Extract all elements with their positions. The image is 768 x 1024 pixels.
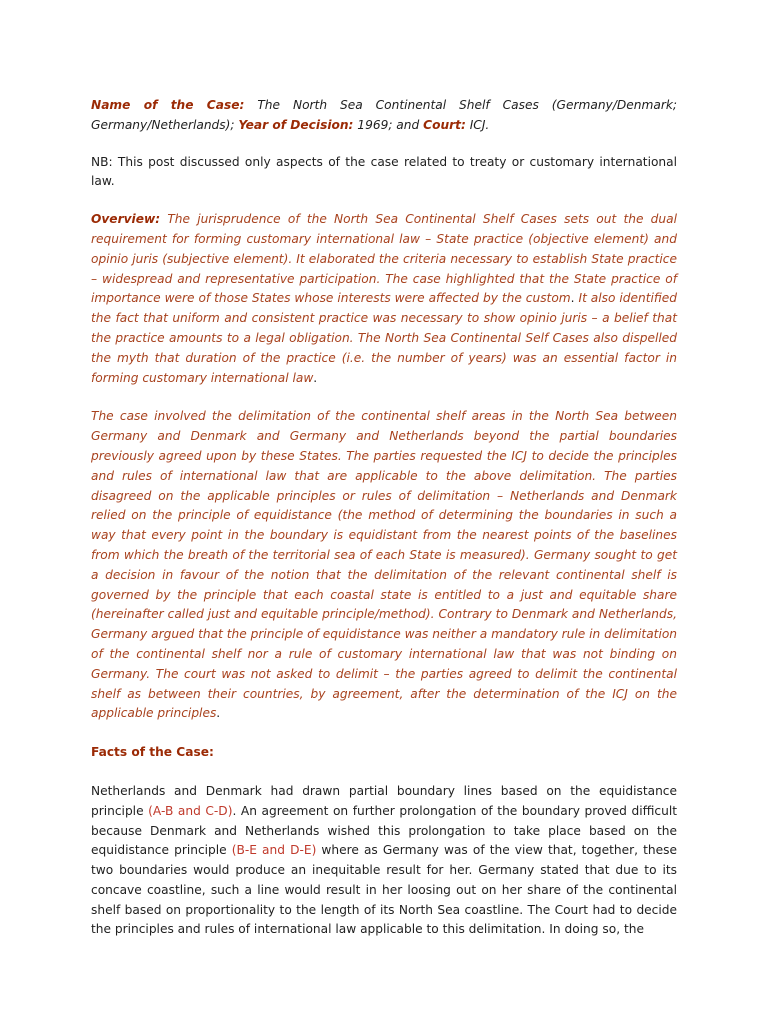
overview-text-1: The jurisprudence of the North Sea Continental Shelf Cases sets out the dual requirement for forming customary international law – State practice (objective element) and opinio juris (subjective element). It elaborated the criteria necessary to establish State practice – widespread and representative participation. The case highlighted that the State practice of importance were of those States whose interests were affected by the custom [91,212,677,306]
document-page [91,96,677,940]
year-label: Year of Decision: [238,117,354,132]
facts-heading: Facts of the Case: [91,745,214,760]
facts-reference-1: (A-B and C-D) [148,803,233,818]
court-label: Court: [423,117,466,132]
facts-text-3: where as Germany was of the view that, together, these two boundaries would produce an inequitable result for her. Germany stated that due to its concave coastline, such a line would result in her loosing out on her share of the continental shelf based on proportionality to the length of its North Sea coastline. The Court had to decide the principles and rules of international law applicable to this delimitation. In doing so, the [91,843,677,937]
case-dot: . [216,706,221,721]
case-text: The case involved the delimitation of the continental shelf areas in the North Sea between Germany and Denmark and Germany and Netherlands beyond the partial boundaries previously agreed upon by these States. The parties requested the ICJ to decide the principles and rules of international law that are applicable to the above delimitation. The parties disagreed on the applicable principles or rules of delimitation – Netherlands and Denmark relied on the principle of equidistance (the method of determining the boundaries in such a way that every point in the boundary is equidistant from the nearest points of the baselines from which the breath of the territorial sea of each State is measured). Germany sought to get a decision in favour of the notion that the delimitation of the relevant continental shelf is governed by the principle that each coastal state is entitled to a just and equitable share (hereinafter called just and equitable principle/method). Contrary to Denmark and Netherlands, Germany argued that the principle of equidistance was neither a mandatory rule in delimitation of the continental shelf nor a rule of customary international law that was not binding on Germany. The court was not asked to delimit – the parties agreed to delimit the continental shelf as between their countries, by agreement, after the determination of the ICJ on the applicable principles [91,409,678,721]
overview-label: Overview: [91,212,161,227]
facts-text-2: . An agreement on further prolongation of the boundary proved difficult because Denmark and Netherlands wished this prolongation to take place based on the equidistance principle [91,803,677,858]
court-value: ICJ. [465,117,490,132]
nb-paragraph: NB: This post discussed only aspects of the case related to treaty or customary international law. [91,154,677,189]
overview-paragraph [91,210,677,388]
overview-text-2: It also identified the fact that uniform and consistent practice was necessary to show opinio juris – a belief that the practice amounts to a legal obligation. The North Sea Continental Self Cases also dispelled the myth that duration of the practice (i.e. the number of years) was an essential factor in forming customary international law [91,291,677,385]
case-name-value: The North Sea Continental Shelf Cases (Germany/Denmark; Germany/Netherlands); [91,98,677,132]
facts-reference-2: (B-E and D-E) [231,843,317,858]
case-name-label: Name of the Case: [91,98,245,112]
overview-dot-2: . [313,370,318,385]
case-paragraph [91,407,677,724]
year-value: 1969; and [353,117,420,132]
facts-paragraph [91,782,677,940]
facts-text-1: Netherlands and Denmark had drawn partial boundary lines based on the equidistance principle [91,783,677,818]
case-info-paragraph [91,96,677,136]
overview-dot-1: . [570,291,575,306]
